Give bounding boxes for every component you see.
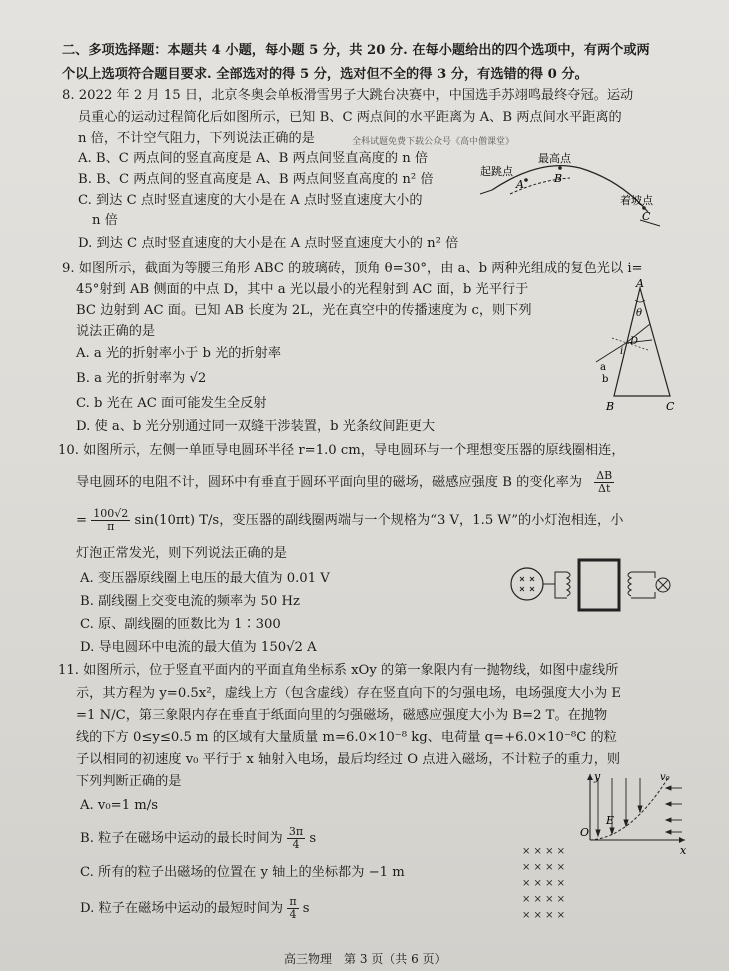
- q11-option-b: [80, 826, 316, 851]
- q11-option-d: [80, 896, 310, 921]
- watermark-text: 全科试题免费下载公众号《高中僧课堂》: [352, 137, 515, 147]
- q8-option-c-cont: n 倍: [92, 213, 118, 228]
- q10-transformer-figure: [505, 552, 685, 622]
- q11-stem-line4: 线的下方 0≤y≤0.5 m 的区域有大量质量 m=6.0×10⁻⁸ kg、电荷量 q=+6.0×10⁻⁸C 的粒: [76, 730, 617, 745]
- q10-coef-denominator: π: [107, 520, 115, 533]
- q11-stem-line3: =1 N/C，第三象限内存在垂直于纸面向里的匀强磁场，磁感应强度大小为 B=2 T。在抛物: [76, 708, 608, 723]
- q9-option-a: A. a 光的折射率小于 b 光的折射率: [76, 346, 282, 361]
- q8-option-a: A. B、C 两点间的竖直高度是 A、B 两点间竖直高度的 n 倍: [78, 151, 429, 166]
- q8-label-top: 最高点: [538, 152, 571, 165]
- q11-option-d-numerator: π: [289, 895, 297, 908]
- section-heading-line2: 个以上选项符合题目要求. 全部选对的得 5 分，选对但不全的得 3 分，有选错的得 0 分。: [62, 67, 588, 82]
- q8-option-d: D. 到达 C 点时竖直速度的大小是在 A 点时竖直速度大小的 n² 倍: [78, 236, 459, 251]
- q8-stem-line1: 8. 2022 年 2 月 15 日，北京冬奥会单板滑雪男子大跳台决赛中，中国选手苏翊鸣最终夺冠。运动: [62, 88, 634, 103]
- q8-letter-c: C: [642, 210, 651, 223]
- q10-secondary-lead-upper: [631, 572, 655, 578]
- q10-stem-line2-text: 导电圆环的电阻不计，圆环中有垂直于圆环平面向里的磁场，磁感应强度 B 的变化率为: [76, 475, 583, 490]
- q11-stem-line1: 11. 如图所示，位于竖直平面内的平面直角坐标系 xOy 的第一象限内有一抛物线，如图中虚线所: [58, 663, 619, 678]
- q11-label-e: E: [606, 814, 615, 827]
- q10-field-into-page-marks: [520, 577, 534, 591]
- page-footer: 高三物理 第 3 页（共 6 页）: [284, 952, 447, 966]
- q8-point-b: [558, 166, 562, 170]
- q8-option-c: C. 到达 C 点时竖直速度的大小是在 A 点时竖直速度大小的: [78, 193, 423, 208]
- q11-option-b-text: B. 粒子在磁场中运动的最长时间为: [80, 831, 283, 846]
- q11-option-c: C. 所有的粒子出磁场的位置在 y 轴上的坐标都为 −1 m: [80, 865, 405, 880]
- q9-stem-line1: 9. 如图所示，截面为等腰三角形 ABC 的玻璃砖，顶角 θ=30°，由 a、b 两种光组成的复色光以 i=: [62, 261, 643, 276]
- q11-label-y: y: [594, 770, 601, 783]
- svg-text:× × × ×: × × × ×: [522, 846, 566, 857]
- q10-stem-line4: 灯泡正常发光，则下列说法正确的是: [76, 546, 287, 561]
- q10-option-c: C. 原、副线圈的匝数比为 1∶300: [80, 617, 281, 632]
- q11-option-a: A. v₀=1 m/s: [80, 798, 158, 813]
- q10-stem-line3: [76, 508, 623, 533]
- q10-rate-numerator: ΔB: [596, 469, 613, 482]
- q11-field-figure: [510, 770, 690, 920]
- svg-text:× × × ×: × × × ×: [522, 910, 566, 920]
- q9-prism-figure: [590, 278, 690, 418]
- q8-trajectory-figure: [470, 150, 670, 230]
- q11-option-d-text: D. 粒子在磁场中运动的最短时间为: [80, 901, 284, 916]
- q11-stem-line5: 子以相同的初速度 v₀ 平行于 x 轴射入电场，最后均经过 O 点进入磁场，不计粒子的重力，则: [76, 752, 621, 767]
- svg-text:× × × ×: × × × ×: [522, 894, 566, 905]
- q10-stem-line3-text: sin(10πt) T/s，变压器的副线圈两端与一个规格为“3 V，1.5 W”的小灯泡相连，小: [134, 513, 624, 528]
- section-heading-line1: 二、多项选择题：本题共 4 小题，每小题 5 分，共 20 分. 在每小题给出的四个选项中，有两个或两: [62, 43, 650, 58]
- q10-option-b: B. 副线圈上交变电流的频率为 50 Hz: [80, 594, 300, 609]
- q8-label-land: 着坡点: [620, 194, 653, 207]
- q10-stem-line2: [76, 470, 614, 495]
- q10-conducting-ring: [511, 568, 543, 600]
- svg-text:× × × ×: × × × ×: [522, 878, 566, 889]
- q9-label-d: D: [630, 336, 639, 347]
- q9-label-c-vertex: C: [666, 400, 675, 413]
- q9-label-b-ray: b: [602, 374, 609, 385]
- q11-particle-velocity-arrows: [666, 786, 682, 834]
- q9-option-d: D. 使 a、b 光分别通过同一双缝干涉装置，b 光条纹间距更大: [76, 419, 436, 434]
- q11-parabola-dashed: [590, 778, 668, 840]
- q9-option-c: C. b 光在 AC 面可能发生全反射: [76, 396, 267, 411]
- q10-coef-numerator: 100√2: [93, 507, 129, 520]
- q8-label-start: 起跳点: [480, 165, 513, 178]
- q10-primary-coil: [567, 572, 570, 596]
- q11-option-b-fraction: [287, 826, 305, 851]
- q10-rate-fraction: [594, 470, 614, 495]
- q10-stem-line1: 10. 如图所示，左侧一单匝导电圆环半径 r=1.0 cm，导电圆环与一个理想变压器的原线圈相连，: [58, 443, 625, 458]
- q11-stem-line2: 示，其方程为 y=0.5x²，虚线上方（包含虚线）存在竖直向下的匀强电场，电场强度大小为 E: [76, 686, 621, 701]
- q11-option-b-unit: s: [309, 831, 317, 846]
- q11-label-x: x: [680, 844, 687, 857]
- q9-stem-line4: 说法正确的是: [76, 324, 156, 339]
- q8-stem-line3: n 倍，不计空气阻力，下列说法正确的是: [78, 131, 315, 146]
- q11-option-b-numerator: 3π: [288, 825, 304, 838]
- q9-label-theta: θ: [636, 308, 643, 319]
- q11-label-origin: O: [580, 826, 590, 839]
- q11-option-d-unit: s: [302, 901, 310, 916]
- q10-secondary-lead-lower: [631, 592, 655, 598]
- q11-label-v0: v₀: [660, 772, 670, 783]
- q11-electric-field-lines: [596, 778, 642, 836]
- q8-letter-b: B: [554, 172, 563, 185]
- q9-label-i: i: [620, 346, 624, 357]
- q8-point-a: [524, 178, 528, 182]
- q10-iron-core: [579, 560, 619, 610]
- q9-prism-triangle: [614, 288, 670, 396]
- q8-stem-line2: 员重心的运动过程简化后如图所示，已知 B、C 两点间的水平距离为 A、B 两点间水平距离的: [78, 110, 622, 125]
- q11-option-b-denominator: 4: [292, 838, 300, 851]
- q10-lead-lower: [543, 584, 567, 598]
- q9-option-b: B. a 光的折射率为 √2: [76, 371, 207, 386]
- q11-option-d-denominator: 4: [289, 908, 297, 921]
- q9-label-a-ray: a: [600, 362, 606, 373]
- q8-option-b: B. B、C 两点间的竖直高度是 A、B 两点间竖直高度的 n² 倍: [78, 172, 434, 187]
- q10-coef-fraction: [91, 508, 130, 533]
- q10-lead-upper: [543, 572, 567, 584]
- q9-label-b-vertex: B: [606, 400, 615, 413]
- q9-stem-line2: 45°射到 AB 侧面的中点 D，其中 a 光以最小的光程射到 AC 面，b 光平行于: [76, 282, 529, 297]
- q10-option-d: D. 导电圆环中电流的最大值为 150√2 A: [80, 640, 317, 655]
- q8-letter-a: A: [516, 178, 524, 191]
- svg-text:× × × ×: × × × ×: [522, 862, 566, 873]
- q9-label-a-vertex: A: [636, 278, 644, 290]
- q11-option-d-fraction: [287, 896, 298, 921]
- q11-stem-line6: 下列判断正确的是: [76, 774, 182, 789]
- q11-magnetic-field-marks: [522, 846, 565, 920]
- q10-equals: =: [76, 513, 88, 528]
- q10-option-a: A. 变压器原线圈上电压的最大值为 0.01 V: [80, 571, 330, 586]
- q10-secondary-coil: [628, 572, 631, 596]
- q9-stem-line3: BC 边射到 AC 面。已知 AB 长度为 2L，光在真空中的传播速度为 c，则下列: [76, 303, 532, 318]
- q10-rate-denominator: Δt: [598, 482, 611, 495]
